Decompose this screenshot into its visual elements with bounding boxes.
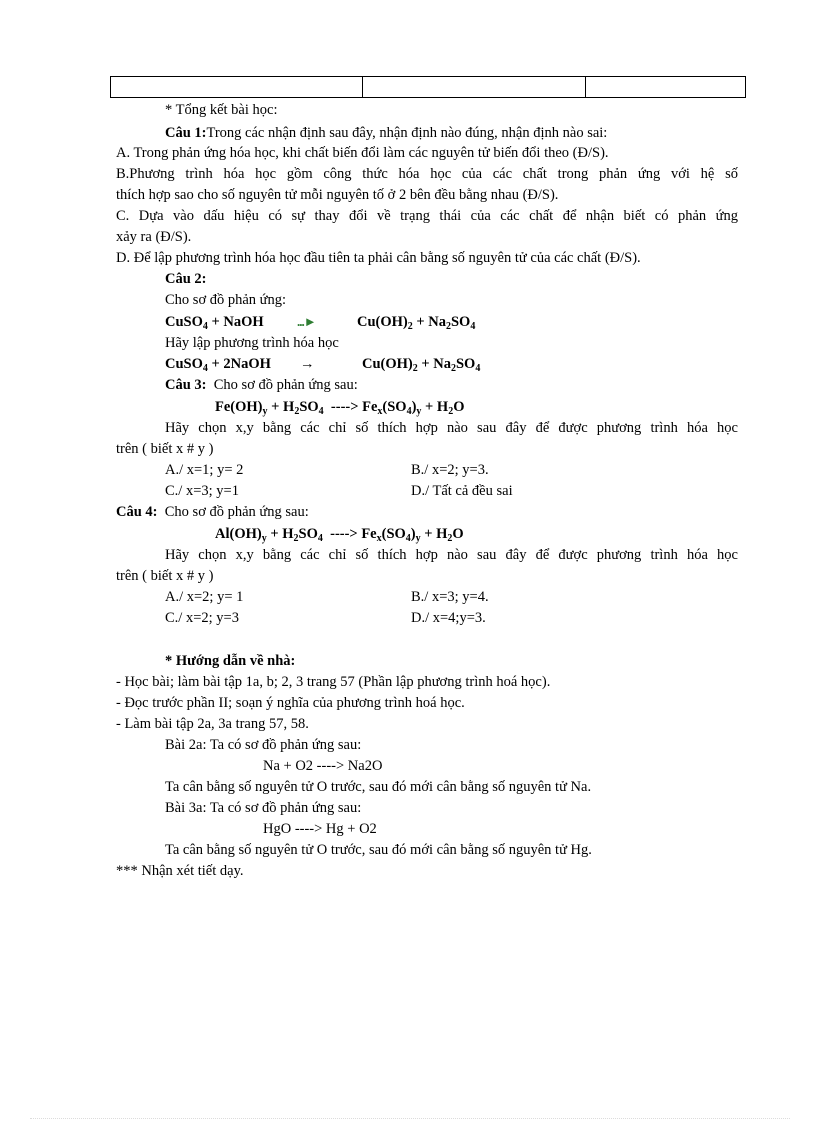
q4-label: Câu 4:	[116, 504, 158, 520]
table-cell	[363, 77, 585, 98]
q4-option-c: C./ x=2; y=3	[165, 610, 239, 626]
q4-arrow: ---->	[330, 526, 358, 542]
q2-label: Câu 2:	[165, 271, 207, 287]
q1-option-c-line2: xảy ra (Đ/S).	[116, 229, 192, 245]
exercise-2a-scheme: Na + O2 ----> Na2O	[263, 758, 383, 774]
empty-table-row	[110, 76, 746, 98]
q1-option-b-line1: B.Phương trình hóa học gồm công thức hóa học của các chất trong phản ứng với hệ số	[116, 166, 738, 182]
q3-option-a: A./ x=1; y= 2	[165, 462, 244, 478]
q2-scheme-left: CuSO$_4$ + NaOH	[165, 314, 264, 332]
q3-prompt-line1: Hãy chọn x,y bằng các chỉ số thích hợp nào sau đây để được phương trình hóa học	[165, 420, 738, 436]
homework-item-2: - Đọc trước phần II; soạn ý nghĩa của phương trình hoá học.	[116, 695, 465, 711]
right-arrow-icon: →	[300, 356, 315, 372]
homework-heading: * Hướng dẫn về nhà:	[165, 653, 296, 669]
exercise-2a-label: Bài 2a: Ta có sơ đồ phản ứng sau:	[165, 737, 362, 753]
table-cell	[111, 77, 363, 98]
homework-item-1: - Học bài; làm bài tập 1a, b; 2, 3 trang 57 (Phần lập phương trình hoá học).	[116, 674, 551, 690]
q4-scheme: $Al(OH)_y + H_2SO_4$ ----> $Fe_x(SO_4)_y + H_2O$	[215, 526, 464, 544]
q2-intro: Cho sơ đồ phản ứng:	[165, 292, 287, 308]
q3-option-d: D./ Tất cả đều sai	[411, 483, 513, 499]
q3-scheme: $Fe(OH)_y + H_2SO_4$ ----> $Fe_x(SO_4)_y + H_2O$	[215, 399, 465, 417]
q1-option-b-line2: thích hợp sao cho số nguyên tử mỗi nguyên tố ở 2 bên đều bằng nhau (Đ/S).	[116, 187, 559, 203]
homework-item-3: - Làm bài tập 2a, 3a trang 57, 58.	[116, 716, 309, 732]
summary-heading: * Tổng kết bài học:	[165, 102, 278, 118]
exercise-3a-scheme: HgO ----> Hg + O2	[263, 821, 377, 837]
q3-intro: Cho sơ đồ phản ứng sau:	[213, 377, 358, 393]
q3-arrow: ---->	[330, 399, 359, 415]
q2-equation-left: CuSO$_4$ + 2NaOH	[165, 356, 271, 374]
q2-instruction: Hãy lập phương trình hóa học	[165, 335, 339, 351]
q4-option-a: A./ x=2; y= 1	[165, 589, 244, 605]
exercise-3a-hint: Ta cân bằng số nguyên tử O trước, sau đó mới cân bằng số nguyên tử Hg.	[165, 842, 592, 858]
q3-option-b: B./ x=2; y=3.	[411, 462, 489, 478]
q1-option-a: A. Trong phản ứng hóa học, khi chất biến đổi làm các nguyên tử biến đổi theo (Đ/S).	[116, 145, 609, 161]
exercise-2a-hint: Ta cân bằng số nguyên tử O trước, sau đó mới cân bằng số nguyên tử Na.	[165, 779, 592, 795]
q1-label: Câu 1:	[165, 125, 207, 141]
q1-option-d: D. Để lập phương trình hóa học đầu tiên ta phải cân bằng số nguyên tử của các chất (Đ/S).	[116, 250, 641, 266]
closing-note: *** Nhận xét tiết dạy.	[116, 863, 244, 879]
q3-label: Câu 3:	[165, 377, 207, 393]
q4-option-d: D./ x=4;y=3.	[411, 610, 486, 626]
q1-line	[165, 124, 607, 142]
q3-prompt-line2: trên ( biết x # y )	[116, 441, 214, 457]
q4-prompt-line1: Hãy chọn x,y bằng các chỉ số thích hợp nào sau đây để được phương trình hóa học	[165, 547, 738, 563]
q2-scheme-right: $Cu(OH)_2 + Na_2SO_4$	[357, 314, 476, 332]
q4-option-b: B./ x=3; y=4.	[411, 589, 489, 605]
table-cell	[585, 77, 746, 98]
q4-intro: Cho sơ đồ phản ứng sau:	[164, 504, 309, 520]
q3-option-c: C./ x=3; y=1	[165, 483, 239, 499]
page-bottom-divider	[30, 1118, 790, 1119]
q1-prompt: Trong các nhận định sau đây, nhận định nào đúng, nhận định nào sai:	[206, 125, 608, 141]
exercise-3a-label: Bài 3a: Ta có sơ đồ phản ứng sau:	[165, 800, 362, 816]
q3-heading	[165, 376, 358, 394]
q2-equation-right: $Cu(OH)_2 + Na_2SO_4$	[362, 356, 481, 374]
green-dotted-arrow-icon: ...►	[297, 314, 316, 329]
q4-prompt-line2: trên ( biết x # y )	[116, 568, 214, 584]
q4-heading	[116, 503, 309, 521]
q1-option-c-line1: C. Dựa vào dấu hiệu có sự thay đổi về trạng thái của các chất để nhận biết có phản ứng	[116, 208, 738, 224]
